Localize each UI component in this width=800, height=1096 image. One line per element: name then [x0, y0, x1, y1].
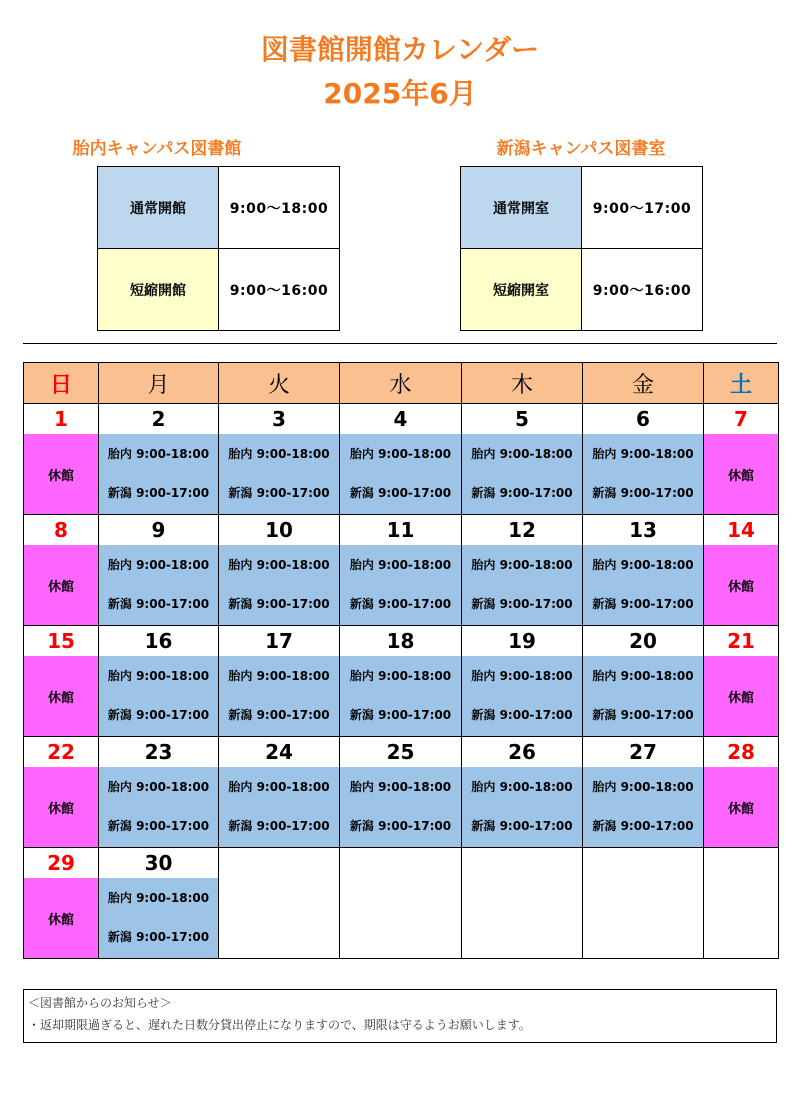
hours-label: 短縮開室: [461, 249, 582, 331]
day-number: 4: [340, 404, 462, 435]
hours-tainai: 胎内 9:00-18:00: [592, 669, 694, 683]
day-number: 11: [340, 515, 462, 546]
calendar-table: [23, 362, 779, 959]
open-hours-cell: [583, 656, 704, 737]
closed-cell: 休館: [704, 656, 779, 737]
hours-tainai: 胎内 9:00-18:00: [592, 780, 694, 794]
open-hours-cell: [219, 767, 340, 848]
weekday-header: 水: [340, 363, 462, 404]
hours-table-niigata: [460, 166, 703, 331]
day-number: 7: [704, 404, 779, 435]
day-number: [340, 848, 462, 879]
day-number: 20: [583, 626, 704, 657]
day-number: 26: [462, 737, 583, 768]
hours-tainai: 胎内 9:00-18:00: [471, 447, 573, 461]
closed-cell: 休館: [704, 545, 779, 626]
hours-table-tainai: [97, 166, 340, 331]
day-number: [583, 848, 704, 879]
hours-tainai: 胎内 9:00-18:00: [471, 669, 573, 683]
notice-heading: ＜図書館からのお知らせ＞: [28, 996, 172, 1010]
hours-tainai: 胎内 9:00-18:00: [107, 447, 210, 461]
hours-niigata: 新潟 9:00-17:00: [107, 486, 210, 500]
day-number: 25: [340, 737, 462, 768]
open-hours-cell: [219, 656, 340, 737]
hours-tainai: 胎内 9:00-18:00: [228, 447, 330, 461]
hours-niigata: 新潟 9:00-17:00: [471, 597, 573, 611]
open-hours-cell: [99, 878, 219, 959]
day-number: 24: [219, 737, 340, 768]
hours-tainai: 胎内 9:00-18:00: [107, 891, 210, 905]
open-hours-cell: [583, 434, 704, 515]
hours-value: 9:00～17:00: [582, 167, 703, 249]
day-number: 5: [462, 404, 583, 435]
hours-tainai: 胎内 9:00-18:00: [349, 447, 452, 461]
day-number: 9: [99, 515, 219, 546]
hours-tainai: 胎内 9:00-18:00: [592, 558, 694, 572]
hours-niigata: 新潟 9:00-17:00: [228, 597, 330, 611]
hours-niigata: 新潟 9:00-17:00: [471, 708, 573, 722]
hours-niigata: 新潟 9:00-17:00: [349, 597, 452, 611]
hours-tainai: 胎内 9:00-18:00: [349, 558, 452, 572]
open-hours-cell: [583, 545, 704, 626]
weekday-header: 月: [99, 363, 219, 404]
day-number: 23: [99, 737, 219, 768]
closed-cell: 休館: [704, 767, 779, 848]
weekday-header: 火: [219, 363, 340, 404]
closed-cell: 休館: [24, 434, 99, 515]
day-number: [704, 848, 779, 879]
hours-value: 9:00～18:00: [219, 167, 340, 249]
empty-cell: [340, 878, 462, 959]
hours-tainai: 胎内 9:00-18:00: [349, 780, 452, 794]
day-number: [462, 848, 583, 879]
day-number: 18: [340, 626, 462, 657]
day-number: 2: [99, 404, 219, 435]
hours-label: 短縮開館: [98, 249, 219, 331]
day-number: 3: [219, 404, 340, 435]
hours-niigata: 新潟 9:00-17:00: [471, 486, 573, 500]
hours-niigata: 新潟 9:00-17:00: [349, 708, 452, 722]
weekday-header: 土: [704, 363, 779, 404]
day-number: 27: [583, 737, 704, 768]
empty-cell: [704, 878, 779, 959]
hours-tainai: 胎内 9:00-18:00: [471, 558, 573, 572]
closed-cell: 休館: [24, 878, 99, 959]
hours-niigata: 新潟 9:00-17:00: [228, 486, 330, 500]
day-number: 10: [219, 515, 340, 546]
hours-value: 9:00～16:00: [582, 249, 703, 331]
day-number: 6: [583, 404, 704, 435]
day-number: 1: [24, 404, 99, 435]
open-hours-cell: [340, 767, 462, 848]
hours-niigata: 新潟 9:00-17:00: [471, 819, 573, 833]
open-hours-cell: [99, 545, 219, 626]
open-hours-cell: [99, 434, 219, 515]
day-number: 16: [99, 626, 219, 657]
closed-cell: 休館: [24, 656, 99, 737]
open-hours-cell: [340, 545, 462, 626]
hours-niigata: 新潟 9:00-17:00: [349, 486, 452, 500]
hours-tainai: 胎内 9:00-18:00: [228, 669, 330, 683]
hours-niigata: 新潟 9:00-17:00: [349, 819, 452, 833]
day-number: 12: [462, 515, 583, 546]
hours-tainai: 胎内 9:00-18:00: [107, 669, 210, 683]
hours-tainai: 胎内 9:00-18:00: [592, 447, 694, 461]
day-number: 15: [24, 626, 99, 657]
weekday-header: 金: [583, 363, 704, 404]
open-hours-cell: [462, 545, 583, 626]
closed-cell: 休館: [24, 767, 99, 848]
weekday-header: 木: [462, 363, 583, 404]
hours-niigata: 新潟 9:00-17:00: [228, 708, 330, 722]
notice-body: ・返却期限過ぎると、遅れた日数分貸出停止になりますので、期限は守るようお願いします。: [28, 1018, 531, 1032]
empty-cell: [219, 878, 340, 959]
day-number: 29: [24, 848, 99, 879]
open-hours-cell: [99, 767, 219, 848]
closed-cell: 休館: [24, 545, 99, 626]
hours-tainai: 胎内 9:00-18:00: [107, 558, 210, 572]
hours-niigata: 新潟 9:00-17:00: [228, 819, 330, 833]
empty-cell: [462, 878, 583, 959]
hours-tainai: 胎内 9:00-18:00: [228, 558, 330, 572]
hours-tainai: 胎内 9:00-18:00: [471, 780, 573, 794]
open-hours-cell: [340, 656, 462, 737]
day-number: 21: [704, 626, 779, 657]
hours-niigata: 新潟 9:00-17:00: [107, 819, 210, 833]
hours-tainai: 胎内 9:00-18:00: [107, 780, 210, 794]
hours-niigata: 新潟 9:00-17:00: [592, 597, 694, 611]
open-hours-cell: [462, 434, 583, 515]
page-title: 図書館開館カレンダー: [260, 33, 540, 66]
day-number: [219, 848, 340, 879]
day-number: 30: [99, 848, 219, 879]
library-name-tainai: 胎内キャンパス図書館: [72, 139, 242, 159]
hours-niigata: 新潟 9:00-17:00: [592, 486, 694, 500]
open-hours-cell: [219, 434, 340, 515]
hours-niigata: 新潟 9:00-17:00: [107, 708, 210, 722]
day-number: 28: [704, 737, 779, 768]
day-number: 19: [462, 626, 583, 657]
open-hours-cell: [583, 767, 704, 848]
hours-niigata: 新潟 9:00-17:00: [592, 708, 694, 722]
hours-tainai: 胎内 9:00-18:00: [228, 780, 330, 794]
closed-cell: 休館: [704, 434, 779, 515]
open-hours-cell: [462, 656, 583, 737]
hours-niigata: 新潟 9:00-17:00: [107, 930, 210, 944]
hours-value: 9:00～16:00: [219, 249, 340, 331]
open-hours-cell: [462, 767, 583, 848]
notice-box: [23, 989, 777, 1043]
hours-label: 通常開室: [461, 167, 582, 249]
open-hours-cell: [219, 545, 340, 626]
day-number: 17: [219, 626, 340, 657]
weekday-header: 日: [24, 363, 99, 404]
day-number: 14: [704, 515, 779, 546]
empty-cell: [583, 878, 704, 959]
day-number: 8: [24, 515, 99, 546]
divider: [23, 343, 777, 344]
open-hours-cell: [99, 656, 219, 737]
hours-label: 通常開館: [98, 167, 219, 249]
page-subtitle: 2025年6月: [323, 77, 477, 110]
day-number: 13: [583, 515, 704, 546]
hours-niigata: 新潟 9:00-17:00: [592, 819, 694, 833]
hours-niigata: 新潟 9:00-17:00: [107, 597, 210, 611]
hours-tainai: 胎内 9:00-18:00: [349, 669, 452, 683]
day-number: 22: [24, 737, 99, 768]
open-hours-cell: [340, 434, 462, 515]
library-name-niigata: 新潟キャンパス図書室: [496, 139, 666, 159]
